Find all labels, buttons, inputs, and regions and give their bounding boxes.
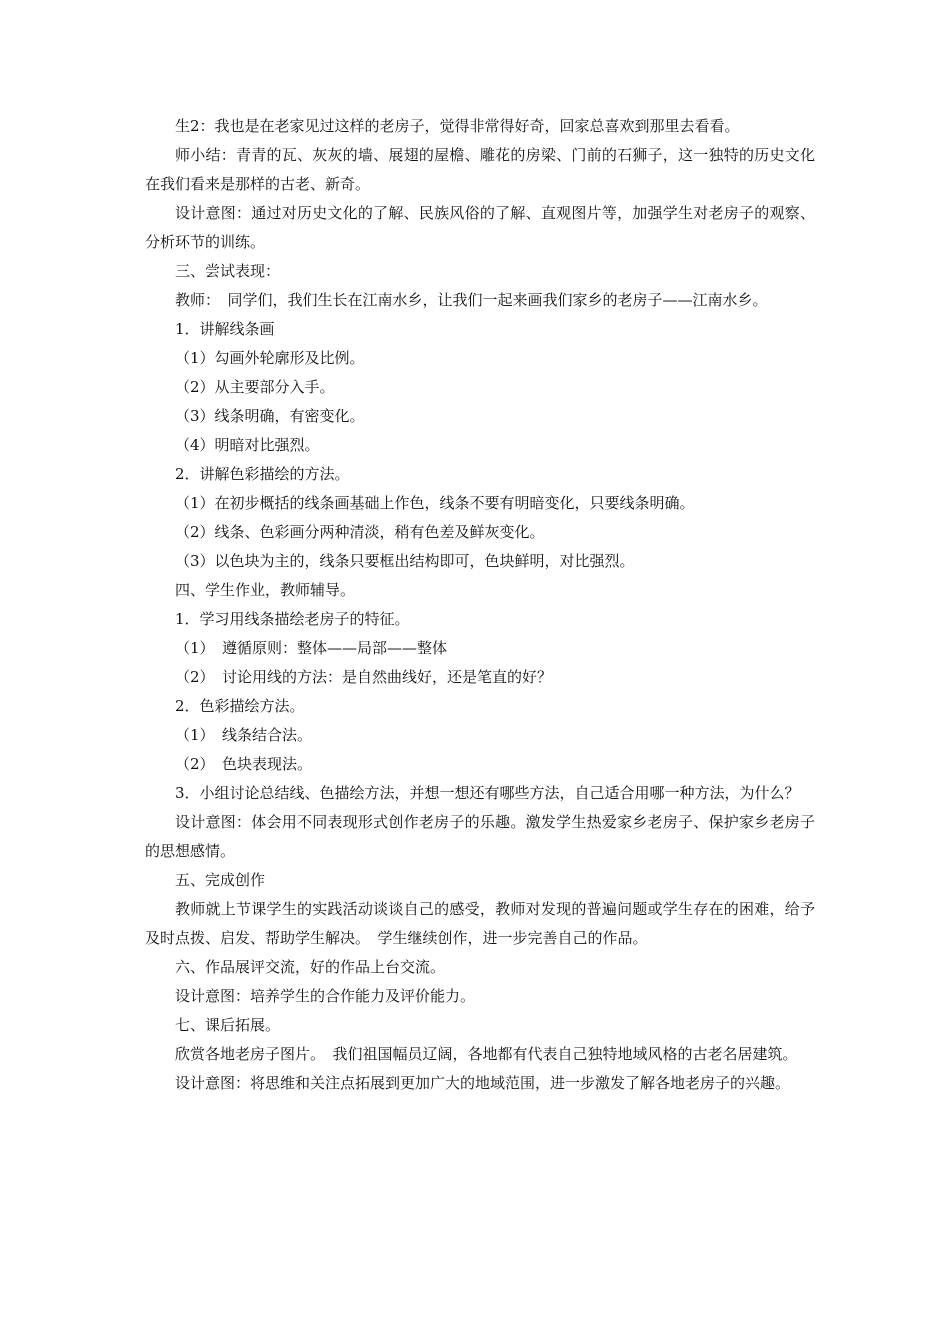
paragraph-group-discussion: 3．小组讨论总结线、色描绘方法，并想一想还有哪些方法，自己适合用哪一种方法，为什么？ <box>175 784 800 802</box>
paragraph-appreciation: 欣赏各地老房子图片。 我们祖国幅员辽阔，各地都有代表自己独特地域风格的古老名居建筑。 <box>175 1045 798 1063</box>
list-item: （1） 遵循原则：整体——局部——整体 <box>175 639 448 657</box>
section-heading-3: 三、尝试表现： <box>175 262 281 280</box>
list-item: （1） 线条结合法。 <box>175 726 313 744</box>
document-page <box>145 112 815 1098</box>
paragraph-design-intent-3: 设计意图：培养学生的合作能力及评价能力。 <box>175 987 476 1005</box>
section-heading-4: 四、学生作业，教师辅导。 <box>175 581 356 599</box>
list-heading-color-method: 2．讲解色彩描绘的方法。 <box>175 465 350 483</box>
list-item: （2）从主要部分入手。 <box>175 378 335 396</box>
section-heading-5: 五、完成创作 <box>175 871 266 889</box>
list-item: （2） 色块表现法。 <box>175 755 313 773</box>
list-item: （1）勾画外轮廓形及比例。 <box>175 349 365 367</box>
list-item: （2） 讨论用线的方法：是自然曲线好，还是笔直的好？ <box>175 668 553 686</box>
paragraph-teacher-intro: 教师： 同学们，我们生长在江南水乡，让我们一起来画我们家乡的老房子——江南水乡。 <box>175 291 768 309</box>
list-item: （1）在初步概括的线条画基础上作色，线条不要有明暗变化，只要线条明确。 <box>175 494 695 512</box>
section-heading-6: 六、作品展评交流，好的作品上台交流。 <box>175 958 446 976</box>
paragraph-teacher-summary: 师小结：青青的瓦、灰灰的墙、展翅的屋檐、雕花的房梁、门前的石狮子，这一独特的历史文化在我们看来是那样的古老、新奇。 <box>145 146 815 193</box>
list-item: （3）线条明确，有密变化。 <box>175 407 365 425</box>
list-heading-line-features: 1．学习用线条描绘老房子的特征。 <box>175 610 410 628</box>
section-heading-7: 七、课后拓展。 <box>175 1016 281 1034</box>
paragraph-teacher-feedback: 教师就上节课学生的实践活动谈谈自己的感受，教师对发现的普遍问题或学生存在的困难，给予及时点拨、启发、帮助学生解决。 学生继续创作，进一步完善自己的作品。 <box>145 900 815 947</box>
paragraph-design-intent-1: 设计意图：通过对历史文化的了解、民族风俗的了解、直观图片等，加强学生对老房子的观察、分析环节的训练。 <box>145 204 815 251</box>
paragraph-design-intent-2: 设计意图：体会用不同表现形式创作老房子的乐趣。激发学生热爱家乡老房子、保护家乡老房子的思想感情。 <box>145 813 815 860</box>
list-heading-line-drawing: 1．讲解线条画 <box>175 320 275 338</box>
list-item: （4）明暗对比强烈。 <box>175 436 320 454</box>
paragraph-design-intent-4: 设计意图：将思维和关注点拓展到更加广大的地域范围，进一步激发了解各地老房子的兴趣。 <box>175 1074 791 1092</box>
paragraph-student-2: 生2：我也是在老家见过这样的老房子，觉得非常得好奇，回家总喜欢到那里去看看。 <box>175 117 740 135</box>
list-item: （2）线条、色彩画分两种清淡，稍有色差及鲜灰变化。 <box>175 523 545 541</box>
list-heading-color-methods: 2．色彩描绘方法。 <box>175 697 305 715</box>
list-item: （3）以色块为主的，线条只要框出结构即可，色块鲜明，对比强烈。 <box>175 552 635 570</box>
